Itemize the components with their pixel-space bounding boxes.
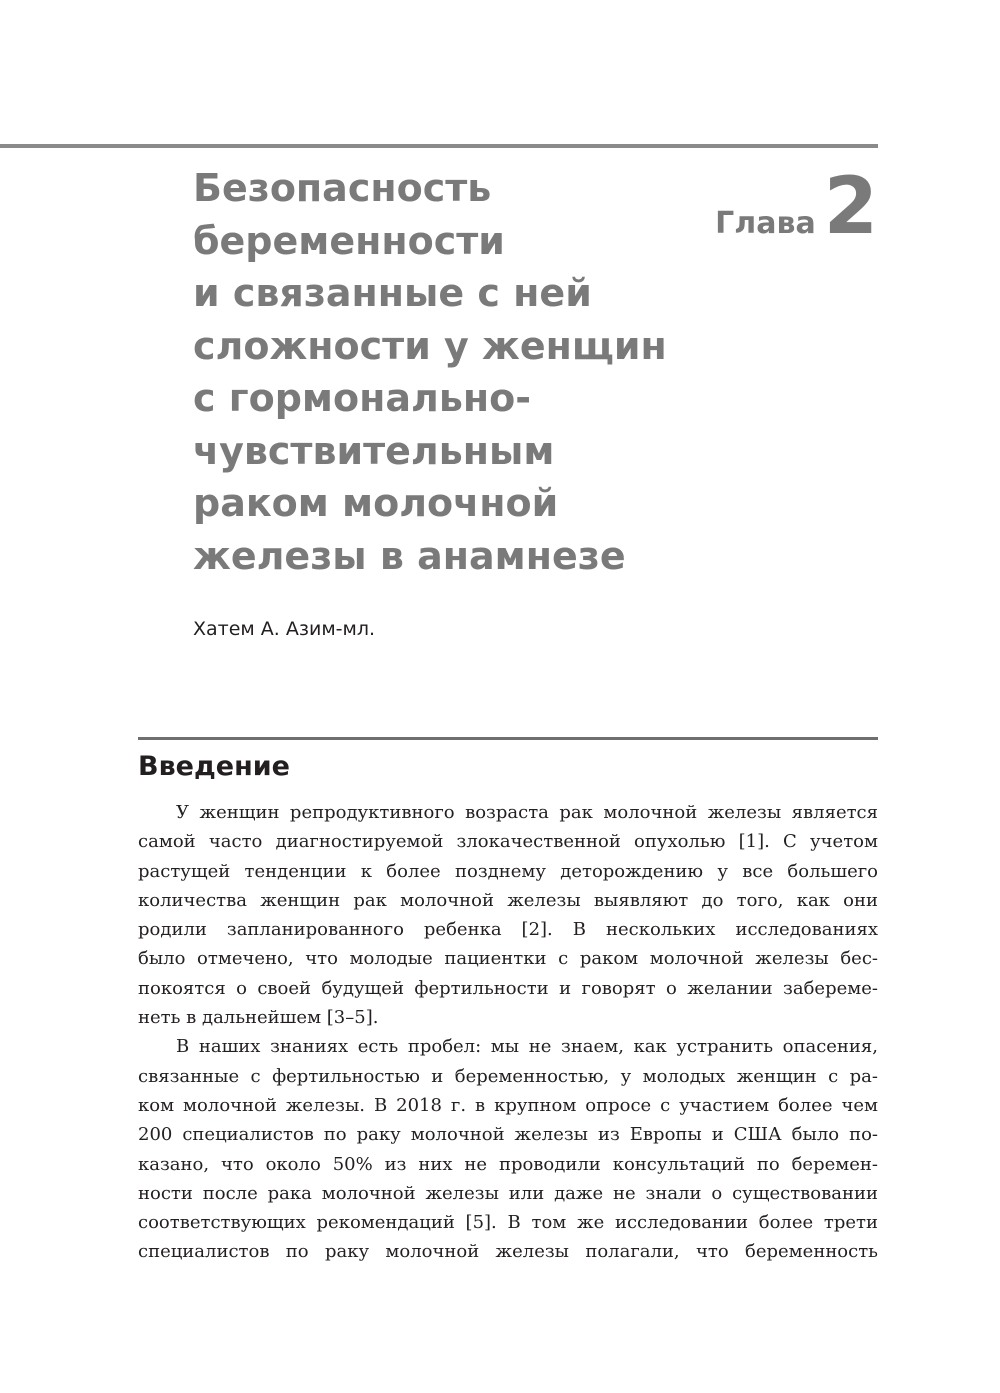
- paragraph-line: ком молочной железы. В 2018 г. в крупном опросе с участием более чем: [138, 1094, 878, 1116]
- paragraph-line: покоятся о своей будущей фертильности и говорят о желании забереме-: [138, 977, 878, 999]
- paragraph-line: количества женщин рак молочной железы выявляют до того, как они: [138, 889, 878, 911]
- paragraph-line: неть в дальнейшем [3–5].: [138, 1007, 379, 1029]
- paragraph-line: У женщин репродуктивного возраста рак молочной железы является: [176, 802, 878, 823]
- chapter-title-line: Безопасность: [193, 166, 492, 210]
- chapter-top-rule: [0, 144, 878, 148]
- chapter-number: 2: [823, 162, 878, 252]
- paragraph-line: В наших знаниях есть пробел: мы не знаем, как устранить опасения,: [176, 1036, 878, 1058]
- chapter-title-line: железы в анамнезе: [193, 533, 626, 578]
- chapter-title-line: и связанные с ней: [193, 271, 592, 315]
- chapter-word: Глава: [715, 206, 816, 241]
- paragraph-line: связанные с фертильностью и беременностью, у молодых женщин с ра-: [138, 1065, 878, 1087]
- chapter-title-line: чувствительным: [193, 428, 555, 473]
- paragraph-line: 200 специалистов по раку молочной железы из Европы и США было по-: [138, 1124, 878, 1146]
- chapter-title-line: беременности: [193, 218, 505, 263]
- chapter-title-line: с гормонально-: [193, 376, 531, 420]
- paragraph-line: родили запланированного ребенка [2]. В нескольких исследованиях: [138, 919, 878, 941]
- paragraph-line: самой часто диагностируемой злокачественной опухолью [1]. С учетом: [138, 831, 878, 853]
- paragraph-line: казано, что около 50% из них не проводили консультаций по беремен-: [138, 1153, 878, 1175]
- section-rule: [138, 737, 878, 740]
- chapter-title-line: сложности у женщин: [193, 323, 667, 368]
- paragraph-line: растущей тенденции к более позднему деторождению у все большего: [138, 860, 878, 882]
- chapter-title: [193, 162, 713, 582]
- paragraph-line: ности после рака молочной железы или даже не знали о существовании: [138, 1182, 878, 1204]
- section-heading: Введение: [138, 751, 290, 782]
- paragraph-line: специалистов по раку молочной железы полагали, что беременность: [138, 1241, 878, 1263]
- paragraph-line: было отмечено, что молодые пациентки с раком молочной железы бес-: [138, 948, 878, 970]
- chapter-author: Хатем А. Азим-мл.: [193, 618, 376, 640]
- paragraph-line: соответствующих рекомендаций [5]. В том же исследовании более трети: [138, 1212, 878, 1234]
- body-text: [138, 798, 878, 1267]
- chapter-label: [715, 162, 878, 252]
- chapter-title-line: раком молочной: [193, 481, 559, 525]
